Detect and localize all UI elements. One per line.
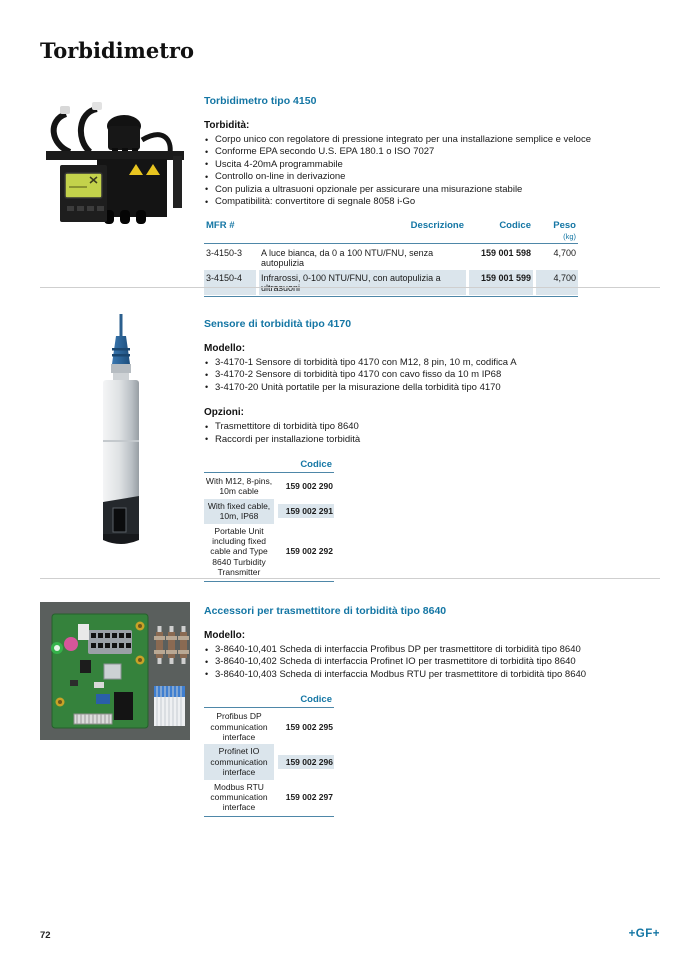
table-rule — [204, 707, 334, 708]
section-accessories-8640 — [204, 605, 660, 818]
bullet-item: • Con pulizia a ultrasuoni opzionale per assicurare una misurazione stabile — [204, 184, 660, 196]
section-heading: Torbidimetro tipo 4150 — [204, 95, 317, 107]
turbidimeter-4150-photo — [40, 98, 190, 226]
cell-code: 159 002 295 — [285, 721, 333, 732]
bullet-item: • 3-8640-10,403 Scheda di interfaccia Modbus RTU per trasmettitore di torbidità tipo 8640 — [204, 669, 660, 681]
table-rule — [204, 581, 334, 582]
cell-code: 159 002 296 — [278, 755, 334, 769]
section-sublabel: Torbidità: — [204, 120, 250, 131]
cell-desc: Profibus DP communication interface — [210, 711, 268, 743]
turbidity-sensor-4170-photo — [78, 312, 164, 548]
cell-desc: With M12, 8-pins, 10m cable — [205, 476, 273, 497]
gf-logo: +GF+ — [628, 928, 660, 940]
section-sensor-4170 — [204, 318, 660, 583]
sensor-photo-illustration — [78, 312, 164, 548]
weight-unit: (kg) — [563, 232, 576, 242]
page-title: Torbidimetro — [40, 38, 194, 63]
section-sublabel: Modello: — [204, 630, 246, 641]
table-rule — [204, 816, 334, 817]
bullet-item: • 3-8640-10,401 Scheda di interfaccia Profibus DP per trasmettitore di torbidità tipo 8640 — [204, 644, 660, 656]
table-rule — [204, 296, 578, 297]
col-header-desc: Descrizione — [410, 220, 464, 232]
accessories-photo-illustration — [40, 602, 190, 740]
section-heading: Sensore di torbidità tipo 4170 — [204, 318, 352, 330]
section-heading: Accessori per trasmettitore di torbidità tipo 8640 — [204, 605, 447, 617]
feature-list — [204, 134, 660, 208]
bullet-item: • 3-4170-2 Sensore di torbidità tipo 4170 con cavo fisso da 10 m IP68 — [204, 369, 660, 381]
col-header-mfr: MFR # — [206, 220, 235, 232]
bullet-item: • Corpo unico con regolatore di pressione integrato per una installazione semplice e veloce — [204, 134, 660, 146]
model-list — [204, 357, 660, 394]
cell-code: 159 002 290 — [285, 481, 333, 492]
bullet-item: • Trasmettitore di torbidità tipo 8640 — [204, 421, 660, 433]
cell-desc: Portable Unit including fixed cable and Type 8640 Turbidity Transmitter — [210, 525, 268, 578]
cell-code: 159 001 598 — [480, 247, 531, 258]
bullet-item: • Conforme EPA secondo U.S. EPA 180.1 o ISO 7027 — [204, 146, 660, 158]
table-rule — [204, 243, 578, 244]
bullet-item: • 3-4170-1 Sensore di torbidità tipo 4170 con M12, 8 pin, 10 m, codifica A — [204, 357, 660, 369]
model-list — [204, 644, 660, 681]
cell-code: 159 002 292 — [285, 546, 333, 557]
section-turbidimeter-4150 — [204, 95, 660, 298]
section-divider — [40, 287, 660, 288]
transmitter-8640-accessories-photo — [40, 602, 190, 740]
cell-desc: Infrarossi, 0-100 NTU/FNU, con autopulizia a ultrasuoni — [259, 270, 466, 295]
col-header-code: Codice — [300, 694, 332, 706]
cell-mfr: 3-4150-3 — [206, 247, 243, 258]
cell-code: 159 002 297 — [285, 792, 333, 803]
section-sublabel: Modello: — [204, 343, 246, 354]
bullet-item: • Controllo on-line in derivazione — [204, 171, 660, 183]
page-number: 72 — [40, 930, 51, 941]
bullet-item: • 3-8640-10,402 Scheda di interfaccia Profinet IO per trasmettitore di torbidità tipo 8640 — [204, 656, 660, 668]
cell-desc: Modbus RTU communication interface — [210, 781, 268, 813]
cell-desc: With fixed cable, 10m, IP68 — [204, 499, 274, 524]
table-rule — [204, 472, 334, 473]
turbidimeter-photo-illustration — [40, 98, 190, 226]
section-sublabel: Opzioni: — [204, 407, 244, 419]
code-table-4170 — [204, 458, 334, 583]
col-header-weight: Peso — [553, 220, 576, 232]
cell-weight: 4,700 — [536, 270, 578, 295]
bullet-item: • 3-4170-20 Unità portatile per la misurazione della torbidità tipo 4170 — [204, 382, 660, 394]
bullet-item: • Raccordi per installazione torbidità — [204, 434, 660, 446]
cell-desc: A luce bianca, da 0 a 100 NTU/FNU, senza autopulizia — [261, 247, 434, 268]
bullet-item: • Compatibilità: convertitore di segnale 8058 i-Go — [204, 196, 660, 208]
col-header-code: Codice — [499, 220, 531, 232]
col-header-code: Codice — [300, 459, 332, 471]
cell-mfr: 3-4150-4 — [204, 270, 256, 295]
options-list — [204, 421, 660, 446]
section-divider — [40, 578, 660, 579]
bullet-item: • Uscita 4-20mA programmabile — [204, 159, 660, 171]
cell-desc: Profinet IO communication interface — [204, 744, 274, 779]
cell-code: 159 002 291 — [278, 504, 334, 518]
cell-weight: 4,700 — [553, 247, 576, 258]
code-table-8640 — [204, 693, 334, 818]
cell-code: 159 001 599 — [469, 270, 533, 295]
